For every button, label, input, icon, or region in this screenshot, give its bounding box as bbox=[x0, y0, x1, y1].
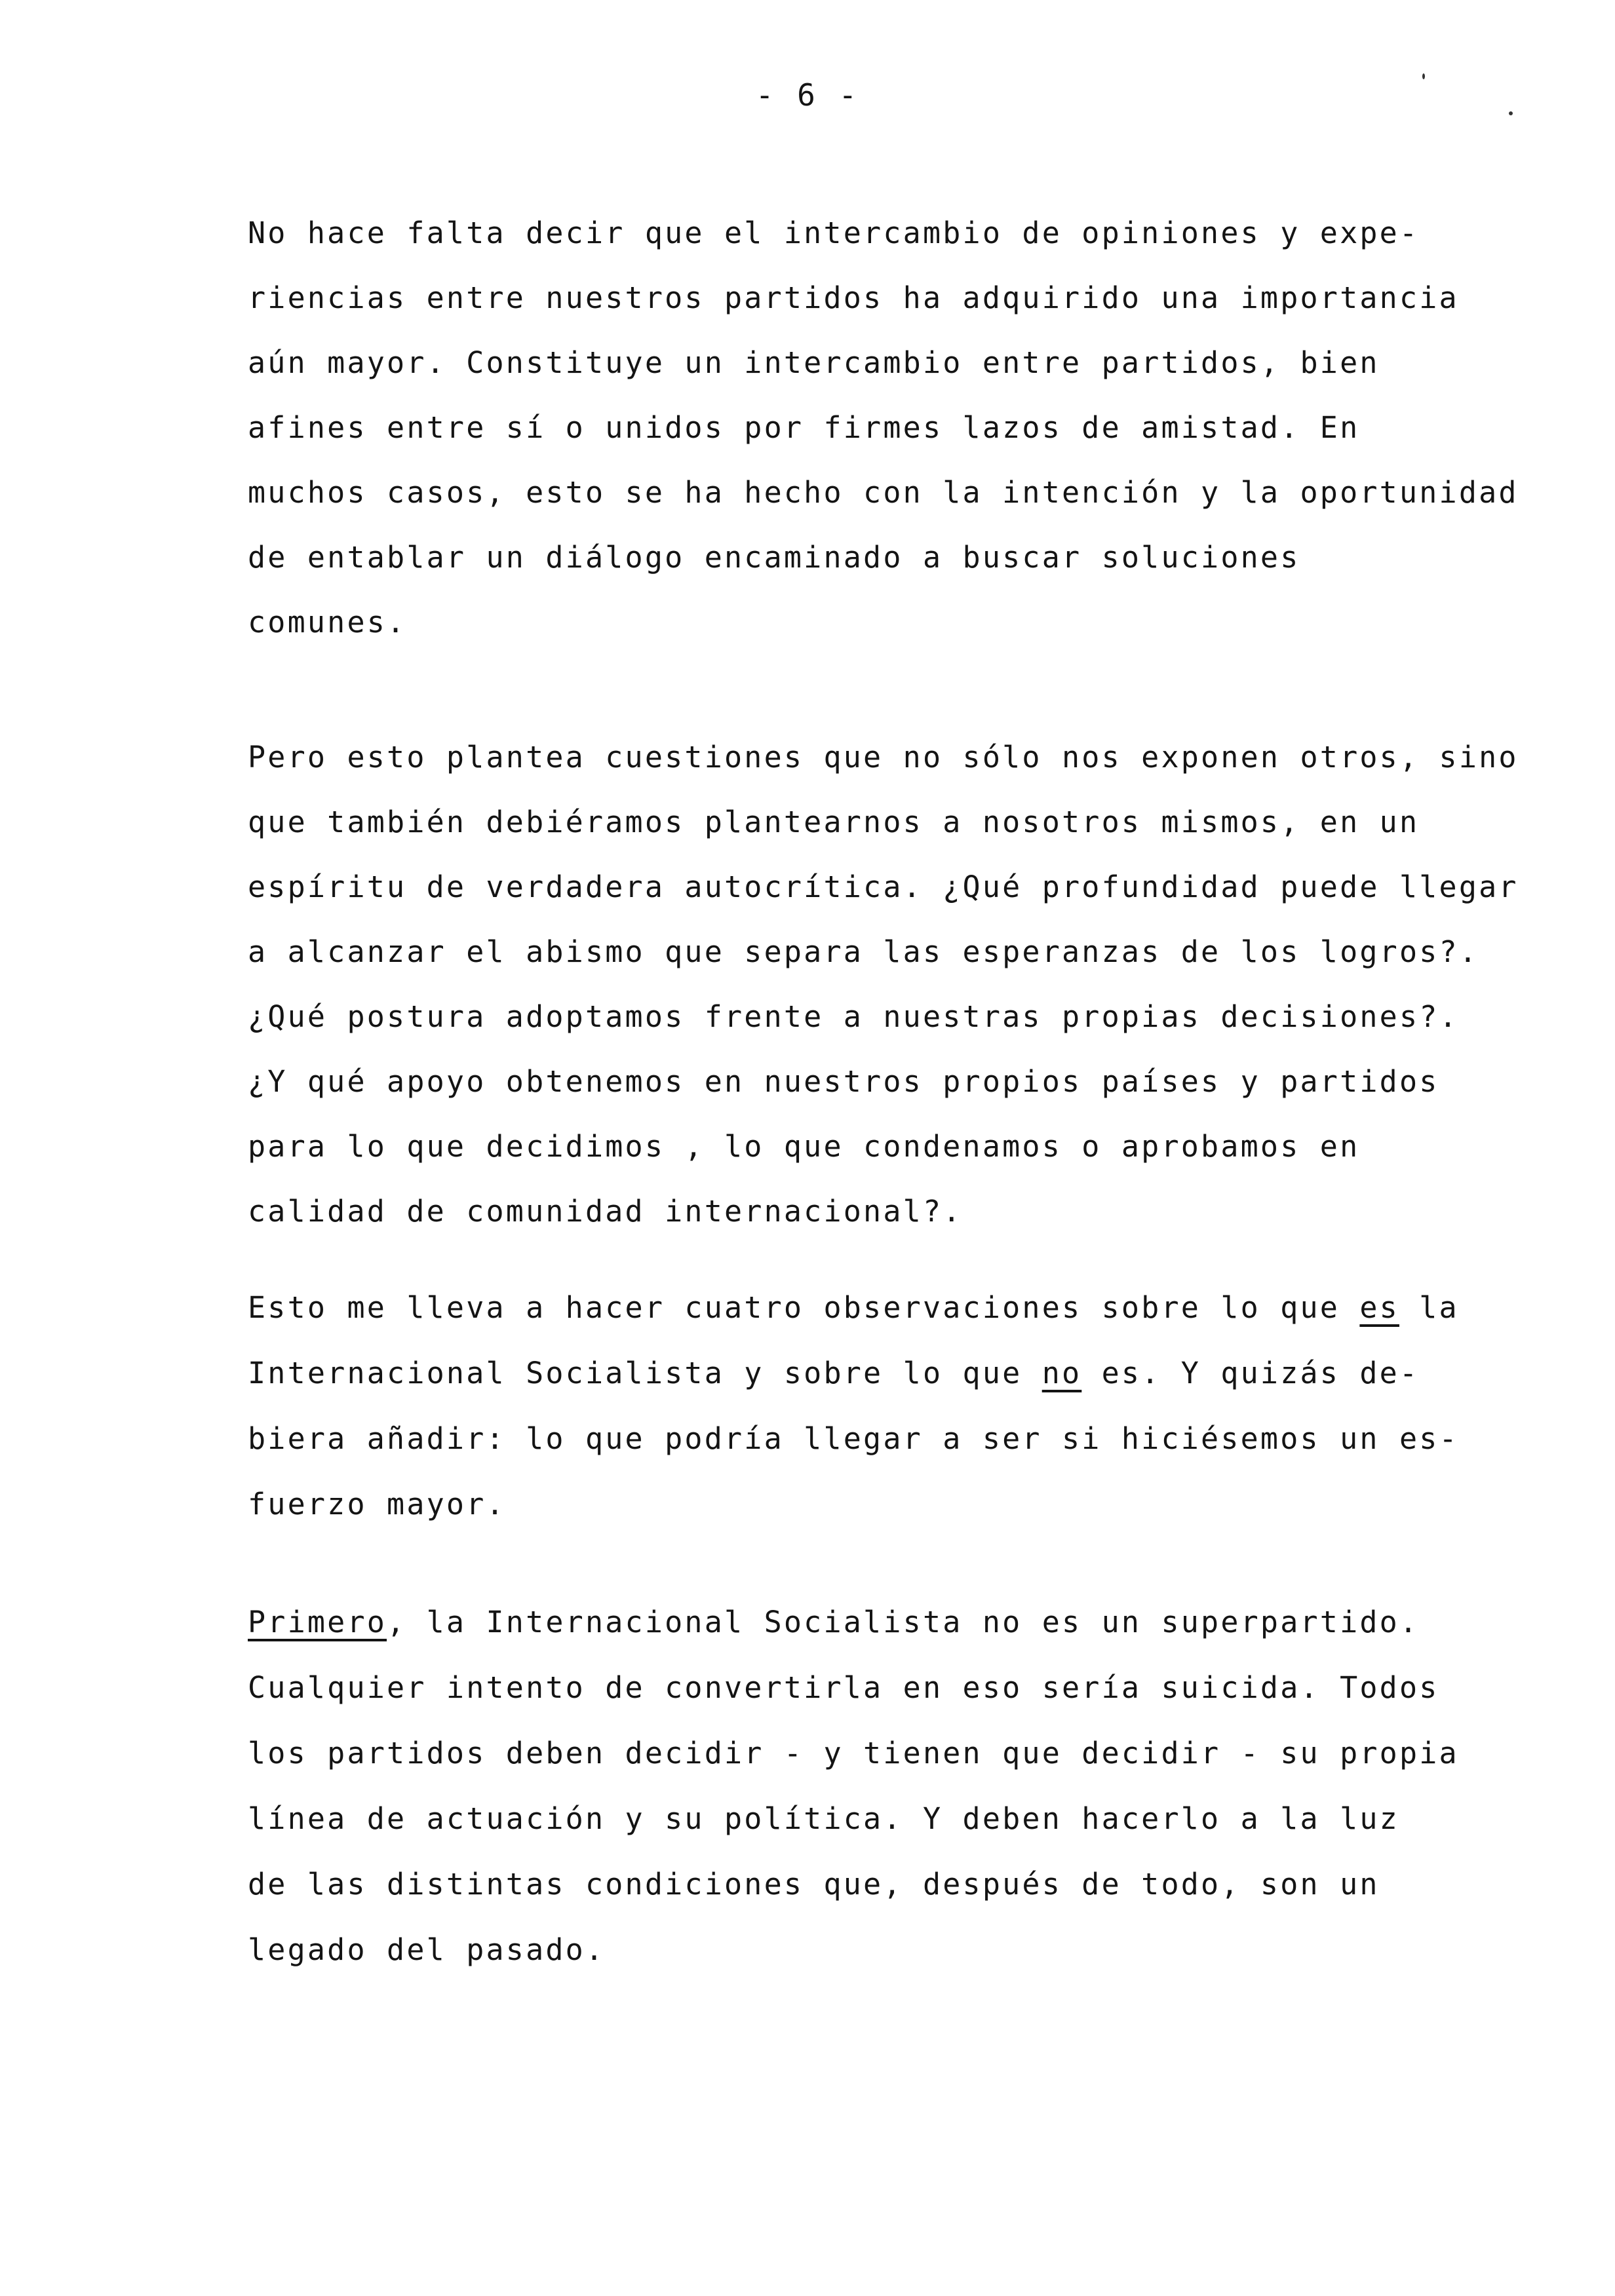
text-line: legado del pasado. bbox=[248, 1932, 606, 1967]
text-line bbox=[248, 1275, 1559, 1341]
text-line: No hace falta decir que el intercambio de opiniones y expe- bbox=[248, 216, 1420, 250]
text-line: biera añadir: lo que podría llegar a ser si hiciésemos un es- bbox=[248, 1421, 1459, 1456]
text-line: ¿Qué postura adoptamos frente a nuestras propias decisiones?. bbox=[248, 999, 1459, 1034]
text-segment: , la Internacional Socialista no es un superpartido. bbox=[387, 1605, 1420, 1639]
text-line: de entablar un diálogo encaminado a buscar soluciones bbox=[248, 540, 1300, 575]
text-line: comunes. bbox=[248, 605, 407, 640]
text-line: los partidos deben decidir - y tienen que decidir - su propia bbox=[248, 1736, 1459, 1770]
text-segment: Internacional Socialista y sobre lo que bbox=[248, 1356, 1042, 1390]
scan-speck bbox=[1509, 111, 1513, 115]
text-segment: es. Y quizás de- bbox=[1081, 1356, 1420, 1390]
underlined-word: es bbox=[1359, 1290, 1399, 1325]
text-line: afines entre sí o unidos por firmes lazos de amistad. En bbox=[248, 410, 1360, 445]
underlined-word: no bbox=[1041, 1356, 1082, 1390]
text-line: muchos casos, esto se ha hecho con la intención y la oportunidad bbox=[248, 475, 1519, 510]
page-number: - 6 - bbox=[755, 77, 860, 113]
text-line: Pero esto plantea cuestiones que no sólo nos exponen otros, sino bbox=[248, 740, 1519, 775]
text-line: aún mayor. Constituye un intercambio entre partidos, bien bbox=[248, 345, 1380, 380]
text-line: para lo que decidimos , lo que condenamos o aprobamos en bbox=[248, 1129, 1360, 1164]
text-line: de las distintas condiciones que, después de todo, son un bbox=[248, 1867, 1380, 1902]
text-line bbox=[248, 1590, 1559, 1655]
text-line: línea de actuación y su política. Y deben hacerlo a la luz bbox=[248, 1801, 1399, 1836]
text-line: Cualquier intento de convertirla en eso sería suicida. Todos bbox=[248, 1670, 1439, 1705]
text-line: fuerzo mayor. bbox=[248, 1487, 506, 1521]
text-line: a alcanzar el abismo que separa las esperanzas de los logros?. bbox=[248, 934, 1479, 969]
text-segment: Esto me lleva a hacer cuatro observaciones sobre lo que bbox=[248, 1290, 1360, 1325]
text-line: espíritu de verdadera autocrítica. ¿Qué profundidad puede llegar bbox=[248, 870, 1519, 904]
underlined-word: Primero bbox=[248, 1605, 387, 1639]
text-line: que también debiéramos plantearnos a nosotros mismos, en un bbox=[248, 805, 1420, 839]
scan-speck bbox=[1422, 73, 1425, 79]
paragraph-2 bbox=[248, 725, 1559, 1244]
paragraph-3 bbox=[248, 1275, 1559, 1537]
text-line: calidad de comunidad internacional?. bbox=[248, 1194, 963, 1229]
text-line: riencias entre nuestros partidos ha adquirido una importancia bbox=[248, 280, 1459, 315]
text-line: ¿Y qué apoyo obtenemos en nuestros propios países y partidos bbox=[248, 1064, 1439, 1099]
text-segment: la bbox=[1399, 1290, 1459, 1325]
paragraph-4 bbox=[248, 1590, 1559, 1983]
paragraph-1 bbox=[248, 201, 1559, 655]
text-line bbox=[248, 1341, 1559, 1406]
